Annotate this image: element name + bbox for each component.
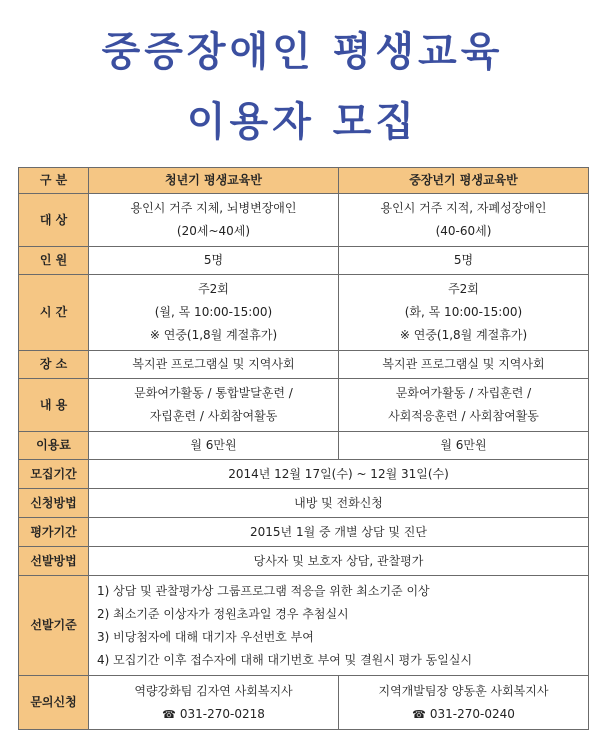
cell-line: ※ 연중(1,8월 계절휴가)	[399, 328, 528, 342]
target-middle	[339, 194, 589, 247]
cell-line: 주2회	[198, 282, 229, 296]
time-youth	[89, 275, 339, 351]
select-method-value: 당사자 및 보호자 상담, 관찰평가	[89, 547, 589, 576]
table-row	[19, 547, 589, 576]
cell-line: (20세~40세)	[176, 224, 251, 238]
table-row	[19, 194, 589, 247]
contact-phone-line	[89, 703, 338, 726]
page-title: 중증장애인 평생교육	[101, 29, 504, 75]
contact-name: 역량강화팀 김자연 사회복지사	[134, 683, 293, 698]
row-label: 선발방법	[19, 547, 89, 576]
row-label: 이용료	[19, 432, 89, 460]
cell-line: 사회적응훈련 / 사회참여활동	[388, 409, 539, 423]
cell-line: ※ 연중(1,8월 계절휴가)	[149, 328, 278, 342]
time-middle	[339, 275, 589, 351]
page-subtitle: 이용자 모집	[186, 99, 419, 145]
place-middle: 복지관 프로그램실 및 지역사회	[339, 351, 589, 379]
eval-period-value: 2015년 1월 중 개별 상담 및 진단	[89, 518, 589, 547]
phone-icon: ☎	[162, 707, 176, 721]
inquiry-youth	[89, 676, 339, 730]
table-header-row	[19, 168, 589, 194]
row-label: 대 상	[19, 194, 89, 247]
criteria-item: 4) 모집기간 이후 접수자에 대해 대기번호 부여 및 결원시 평가 동일실시	[97, 652, 473, 667]
phone-icon: ☎	[412, 707, 426, 721]
row-label: 평가기간	[19, 518, 89, 547]
contact-phone-line	[339, 703, 588, 726]
row-label: 인 원	[19, 247, 89, 275]
table-row	[19, 518, 589, 547]
row-label: 장 소	[19, 351, 89, 379]
table-row	[19, 489, 589, 518]
info-table	[18, 167, 589, 730]
cell-line: 문화여가활동 / 통합발달훈련 /	[134, 386, 293, 400]
criteria-item: 3) 비당첨자에 대해 대기자 우선번호 부여	[97, 629, 314, 644]
cell-line: 용인시 거주 지적, 자폐성장애인	[380, 201, 547, 215]
cell-line: 자립훈련 / 사회참여활동	[149, 409, 278, 423]
table-row	[19, 275, 589, 351]
header-middle: 중장년기 평생교육반	[339, 168, 589, 194]
row-label: 시 간	[19, 275, 89, 351]
table-row	[19, 460, 589, 489]
count-youth: 5명	[89, 247, 339, 275]
criteria-list	[89, 576, 589, 676]
row-label: 문의신청	[19, 676, 89, 730]
criteria-item: 2) 최소기준 이상자가 정원초과일 경우 추첨실시	[97, 606, 349, 621]
table-row	[19, 576, 589, 676]
inquiry-middle	[339, 676, 589, 730]
table-row	[19, 351, 589, 379]
table-row	[19, 247, 589, 275]
table-row	[19, 432, 589, 460]
cell-line: (화, 목 10:00-15:00)	[404, 305, 523, 319]
content-middle	[339, 379, 589, 432]
target-youth	[89, 194, 339, 247]
count-middle: 5명	[339, 247, 589, 275]
criteria-item: 1) 상담 및 관찰평가상 그룹프로그램 적응을 위한 최소기준 이상	[97, 583, 430, 598]
fee-youth: 월 6만원	[89, 432, 339, 460]
row-label: 선발기준	[19, 576, 89, 676]
header-category: 구 분	[19, 168, 89, 194]
row-label: 모집기간	[19, 460, 89, 489]
cell-line: 문화여가활동 / 자립훈련 /	[395, 386, 532, 400]
cell-line: (월, 목 10:00-15:00)	[154, 305, 273, 319]
contact-name: 지역개발팀장 양동훈 사회복지사	[378, 683, 549, 698]
content-youth	[89, 379, 339, 432]
row-label: 신청방법	[19, 489, 89, 518]
cell-line: (40-60세)	[435, 224, 492, 238]
fee-middle: 월 6만원	[339, 432, 589, 460]
contact-phone: 031-270-0240	[429, 706, 515, 721]
header-youth: 청년기 평생교육반	[89, 168, 339, 194]
cell-line: 용인시 거주 지체, 뇌병변장애인	[130, 201, 297, 215]
place-youth: 복지관 프로그램실 및 지역사회	[89, 351, 339, 379]
apply-method-value: 내방 및 전화신청	[89, 489, 589, 518]
table-row	[19, 379, 589, 432]
table-row	[19, 676, 589, 730]
contact-phone: 031-270-0218	[179, 706, 265, 721]
recruit-period-value: 2014년 12월 17일(수) ~ 12월 31일(수)	[89, 460, 589, 489]
row-label: 내 용	[19, 379, 89, 432]
cell-line: 주2회	[448, 282, 479, 296]
